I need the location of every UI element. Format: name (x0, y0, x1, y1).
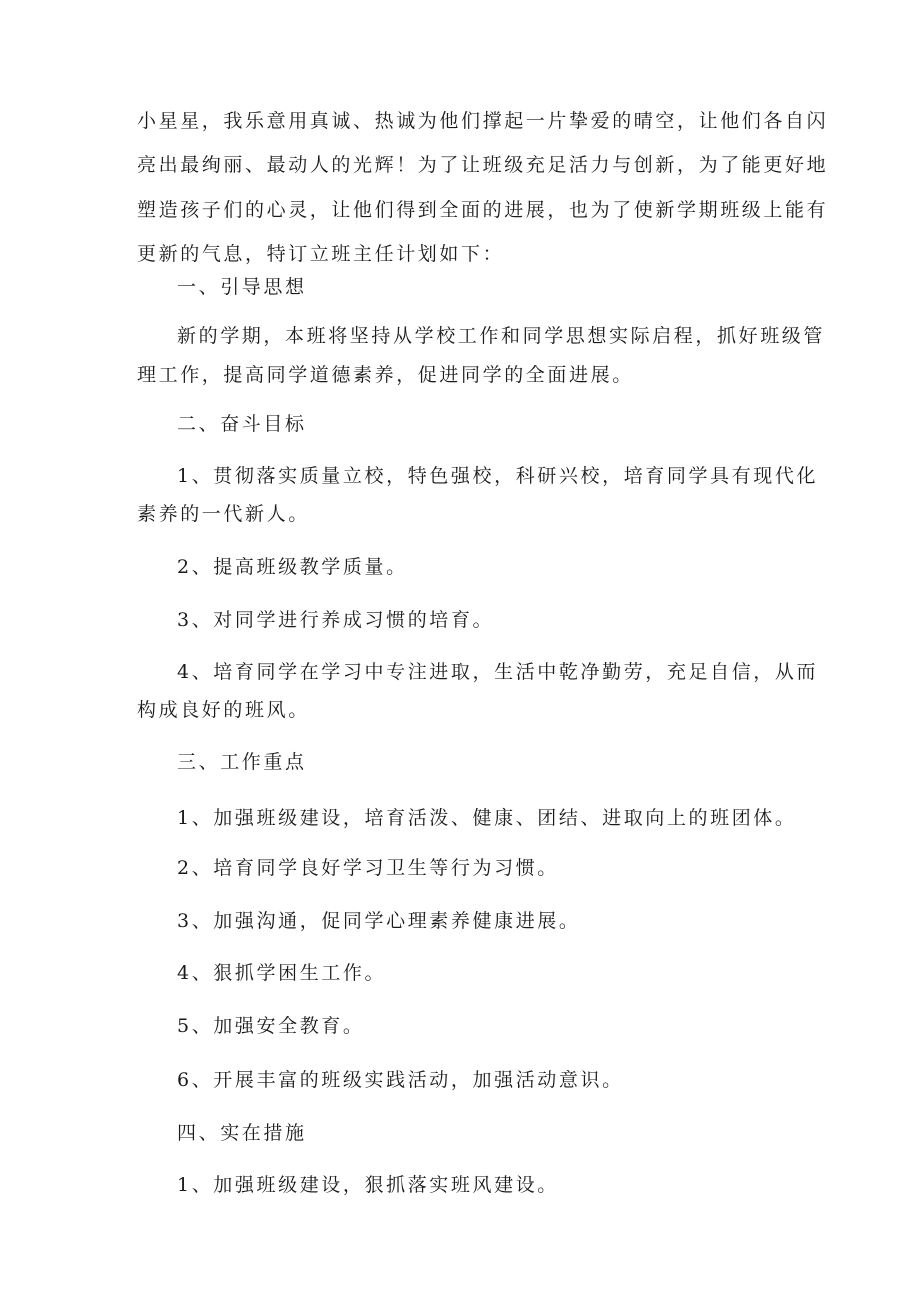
paragraph-intro-line-2: 亮出最绚丽、最动人的光辉！为了让班级充足活力与创新，为了能更好地 (137, 154, 829, 176)
focus-item-1: 1、加强班级建设，培育活泼、健康、团结、进取向上的班团体。 (177, 807, 797, 829)
focus-item-6: 6、开展丰富的班级实践活动，加强活动意识。 (177, 1069, 624, 1091)
goal-item-4-line-1: 4、培育同学在学习中专注进取，生活中乾净勤劳，充足自信，从而 (177, 661, 819, 683)
focus-item-4: 4、狠抓学困生工作。 (177, 962, 387, 984)
section-heading-3: 三、工作重点 (177, 751, 307, 773)
paragraph-intro-line-4: 更新的气息，特订立班主任计划如下： (137, 243, 505, 265)
paragraph-intro-line-1: 小星星，我乐意用真诚、热诚为他们撑起一片挚爱的晴空，让他们各自闪 (137, 110, 829, 132)
measure-item-1: 1、加强班级建设，狠抓落实班风建设。 (177, 1174, 559, 1196)
section-heading-2: 二、奋斗目标 (177, 413, 307, 435)
paragraph-guidance-line-2: 理工作，提高同学道德素养，促进同学的全面进展。 (137, 364, 634, 386)
goal-item-1-line-2: 素养的一代新人。 (137, 503, 310, 525)
focus-item-2: 2、培育同学良好学习卫生等行为习惯。 (177, 857, 559, 879)
section-heading-4: 四、实在措施 (177, 1122, 307, 1144)
focus-item-5: 5、加强安全教育。 (177, 1015, 365, 1037)
paragraph-intro-line-3: 塑造孩子们的心灵，让他们得到全面的进展，也为了使新学期班级上能有 (137, 199, 829, 221)
goal-item-2: 2、提高班级教学质量。 (177, 556, 408, 578)
goal-item-3: 3、对同学进行养成习惯的培育。 (177, 609, 495, 631)
goal-item-4-line-2: 构成良好的班风。 (137, 699, 310, 721)
focus-item-3: 3、加强沟通，促同学心理素养健康进展。 (177, 910, 581, 932)
goal-item-1-line-1: 1、贯彻落实质量立校，特色强校，科研兴校，培育同学具有现代化 (177, 465, 819, 487)
paragraph-guidance-line-1: 新的学期，本班将坚持从学校工作和同学思想实际启程，抓好班级管 (177, 325, 826, 347)
section-heading-1: 一、引导思想 (177, 276, 307, 298)
